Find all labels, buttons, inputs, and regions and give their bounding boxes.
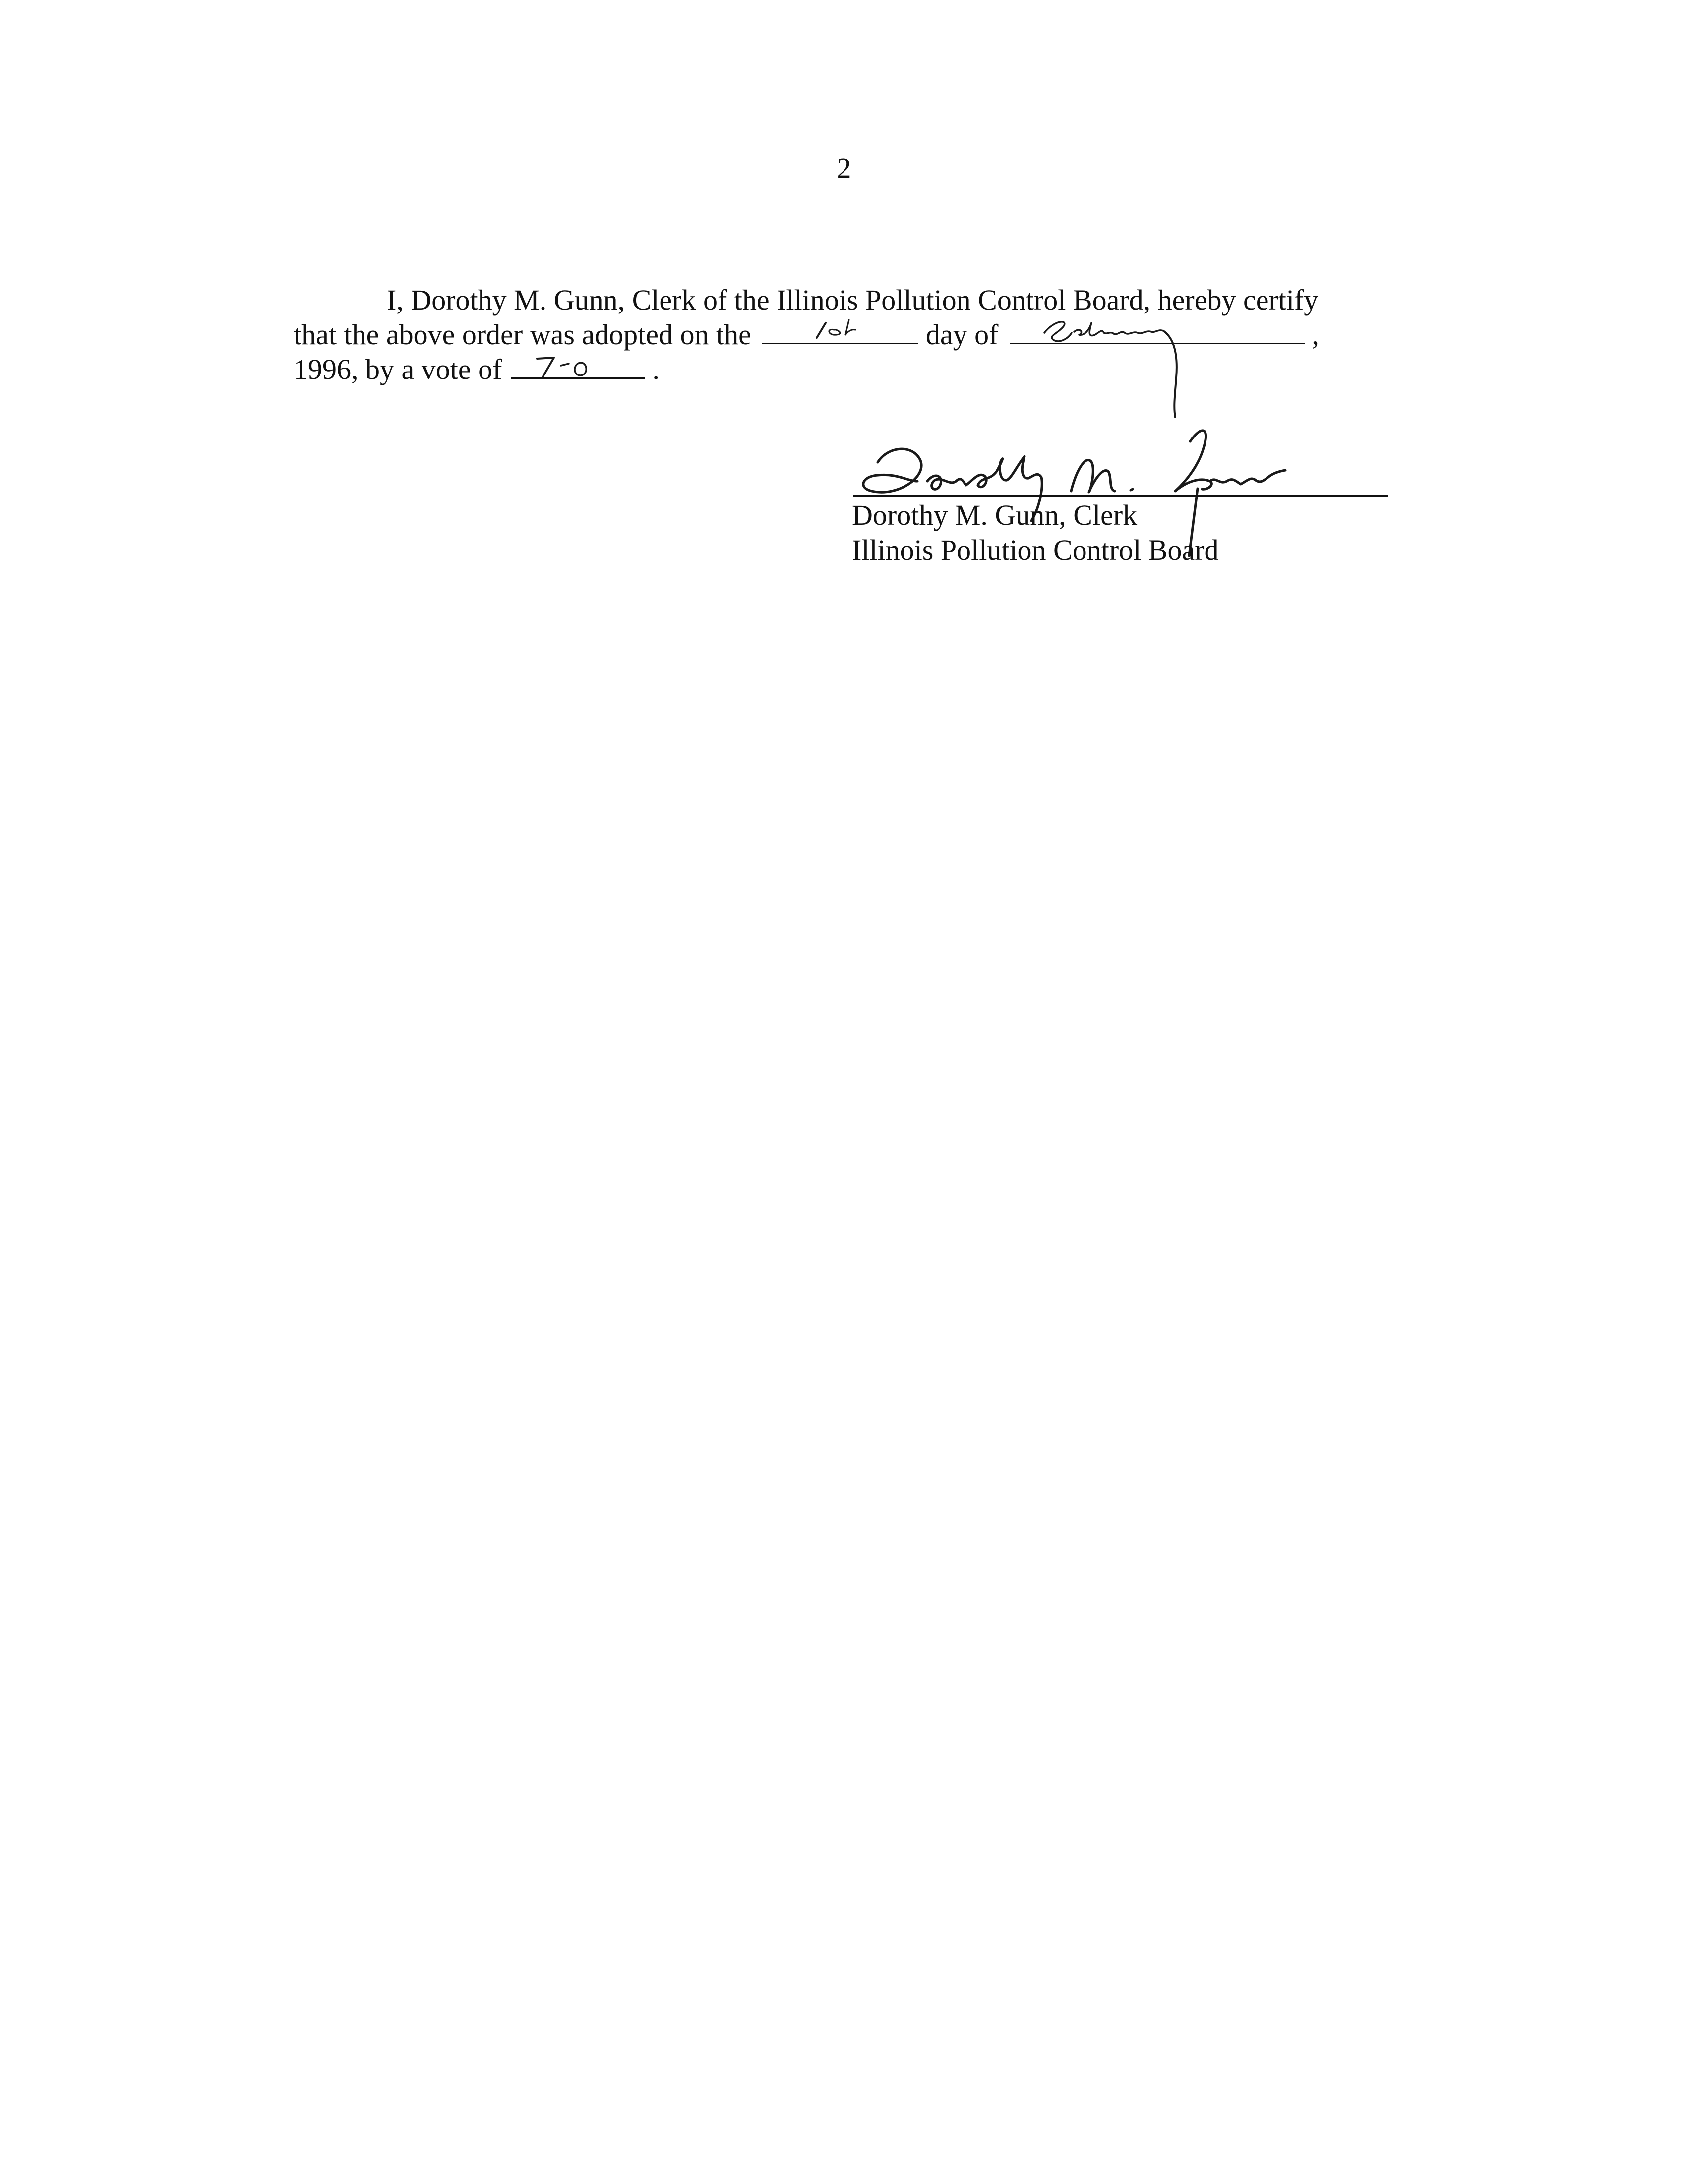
certification-line-1: I, Dorothy M. Gunn, Clerk of the Illinois Pollution Control Board, hereby certify xyxy=(387,284,1319,316)
month-blank xyxy=(1010,318,1305,344)
signature-line xyxy=(853,495,1388,497)
certification-line-2 xyxy=(294,317,1319,352)
period-text: . xyxy=(652,353,660,385)
page-number: 2 xyxy=(837,152,851,184)
vote-blank xyxy=(511,353,645,379)
handwritten-vote xyxy=(511,353,645,382)
comma-text: , xyxy=(1312,318,1319,351)
handwritten-month xyxy=(1010,318,1305,348)
handwritten-day xyxy=(762,318,918,348)
adoption-text: that the above order was adopted on the xyxy=(294,318,751,351)
year-vote-text: 1996, by a vote of xyxy=(294,353,502,385)
certification-line-3 xyxy=(294,352,660,387)
day-blank xyxy=(762,318,918,344)
signer-organization: Illinois Pollution Control Board xyxy=(852,534,1219,566)
signature-block xyxy=(833,407,1408,575)
day-of-text: day of xyxy=(925,318,999,351)
signer-name-title: Dorothy M. Gunn, Clerk xyxy=(852,499,1138,531)
